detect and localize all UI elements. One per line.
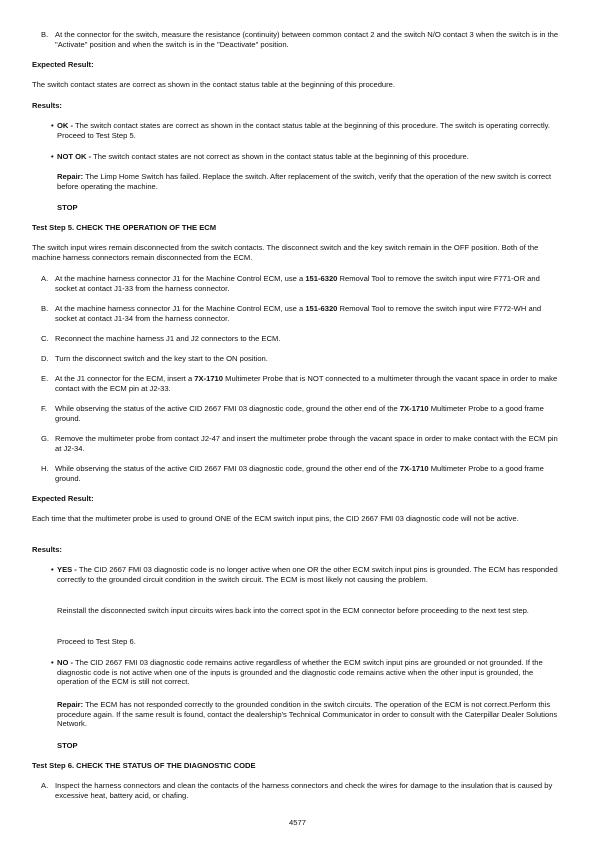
part-number: 151-6320 [305,304,338,313]
bullet-icon: • [51,658,54,667]
expected-result-label: Expected Result: [32,494,94,503]
part-number: 7X-1710 [194,374,224,383]
expected-result-text: The switch contact states are correct as shown in the contact status table at the beginning of this procedure. [32,80,396,89]
result-yes: • YES - The CID 2667 FMI 03 diagnostic code is no longer active when one OR the other ECM switch input pins is grounded. The ECM has responded correctly to the grounded circuit condition in the switch circuit. The ECM is most likely not causing the problem. [51,565,558,584]
stop-label: STOP [57,203,78,212]
expected-result-label: Expected Result: [32,60,94,69]
stop-label: STOP [57,741,78,750]
proceed-note: Proceed to Test Step 6. [57,637,136,646]
step5-item-g: G. Remove the multimeter probe from contact J2-47 and insert the multimeter probe through the vacant space in order to make contact with the ECM pin at J2-34. [41,434,558,453]
part-number: 7X-1710 [399,404,429,413]
results-label: Results: [32,545,62,554]
bullet-icon: • [51,121,54,130]
reinstall-note: Reinstall the disconnected switch input circuits wires back into the correct spot in the ECM connector before proceeding to the next test step. [57,606,529,615]
step5-item-h: H. While observing the status of the active CID 2667 FMI 03 diagnostic code, ground the other end of the 7X-1710 Multimeter Probe to a good frame ground. [41,464,544,483]
step4-item-b: B. At the connector for the switch, measure the resistance (continuity) between common contact 2 and the switch N/O contact 3 when the switch is in the "Activate" position and when the switch is in the "Deactivate" position. [41,30,559,49]
section-heading: Test Step 5. CHECK THE OPERATION OF THE ECM [32,223,217,232]
step5-item-e: E. At the J1 connector for the ECM, insert a 7X-1710 Multimeter Probe that is NOT connected to a multimeter through the vacant space in order to make contact with the ECM pin at J2-33. [41,374,558,393]
expected-result-text: Each time that the multimeter probe is used to ground ONE of the ECM switch input pins, the CID 2667 FMI 03 diagnostic code will not be active. [32,514,519,523]
step6-item-a: A. Inspect the harness connectors and clean the contacts of the harness connectors and check the wires for damage to the insulation that is caused by excessive heat, battery acid, or chafing. [41,781,553,800]
step5-item-b: B. At the machine harness connector J1 for the Machine Control ECM, use a 151-6320 Removal Tool to remove the switch input wire F772-WH and socket at contact J1-34 from the harness connector. [41,304,542,323]
step5-item-f: F. While observing the status of the active CID 2667 FMI 03 diagnostic code, ground the other end of the 7X-1710 Multimeter Probe to a good frame ground. [41,404,544,423]
step5-item-c: C. Reconnect the machine harness J1 and J2 connectors to the ECM. [41,334,281,343]
result-ok: • OK - The switch contact states are correct as shown in the contact status table at the beginning of this procedure. The switch is operating correctly. Proceed to Test Step 5. [51,121,550,140]
step5-item-a: A. At the machine harness connector J1 for the Machine Control ECM, use a 151-6320 Removal Tool to remove the switch input wire F771-OR and socket at contact J1-33 from the harness connector. [41,274,540,293]
repair-note: Repair: The Limp Home Switch has failed. Replace the switch. After replacement of the switch, verify that the operation of the new switch is correct before operating the machine. [57,172,552,191]
bullet-icon: • [51,565,54,574]
part-number: 151-6320 [305,274,338,283]
section-intro: The switch input wires remain disconnected from the switch contacts. The disconnect switch and the key switch remain in the OFF position. Both of the machine harness connectors remain disconnected from the ECM. [32,243,539,262]
section-heading: Test Step 6. CHECK THE STATUS OF THE DIAGNOSTIC CODE [32,761,256,770]
bullet-icon: • [51,152,54,161]
result-no: • NO - The CID 2667 FMI 03 diagnostic code remains active regardless of whether the ECM switch input pins are grounded or not grounded. If the diagnostic code is not active when one of the inputs is grounded and the diagnostic code remains active when the other input is grounded, the operation of the ECM is still not correct. [51,658,543,687]
result-not-ok: • NOT OK - The switch contact states are not correct as shown in the contact status table at the beginning of this procedure. [51,152,469,161]
repair-note: Repair: The ECM has not responded correctly to the grounded condition in the switch circuits. The operation of the ECM is not correct.Perform this procedure again. If the same result is found, contact the dealership's Technical Communicator in order to consult with the Caterpillar Dealer Solutions Network. [57,700,558,729]
part-number: 7X-1710 [399,464,429,473]
step5-item-d: D. Turn the disconnect switch and the key start to the ON position. [41,354,268,363]
page-number: 4577 [289,818,306,827]
results-label: Results: [32,101,62,110]
